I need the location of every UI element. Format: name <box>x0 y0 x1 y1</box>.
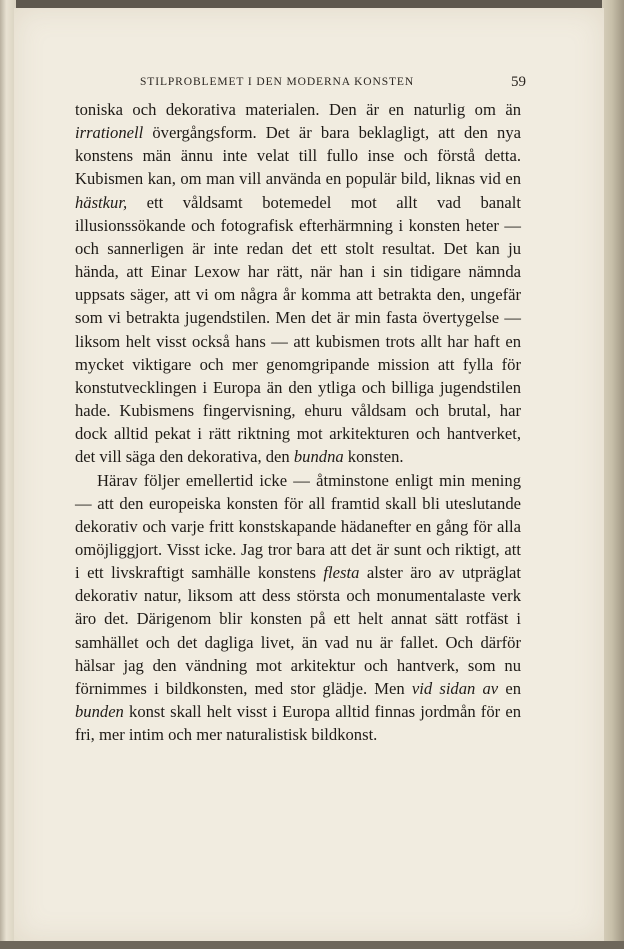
top-scan-edge <box>0 0 624 8</box>
paragraph-1 <box>75 98 521 469</box>
italic-text-segment: bunden <box>75 702 124 722</box>
text-segment: Härav följer emellertid icke — åtminstone enligt min mening — att den europeiska konsten för all framtid skall bli uteslutande dekorativ och varje fritt konstskapande hädanefter en gång för alla omöjliggjort. Visst icke. Jag tror bara att det är sunt och riktigt, att i ett livskraftigt samhälle konstens <box>75 470 521 583</box>
text-segment: konsten. <box>343 447 404 467</box>
text-segment: ett våldsamt botemedel mot allt vad banalt illusionssökande och fotografisk efterhärmning i konsten heter — och sannerligen är inte redan det ett stolt resultat. Det kan ju hända, att Einar Lexow har rätt, när han i sin tidigare nämnda uppsats säger, att vi om några år komma att betrakta den, ungefär som vi betrakta jugendstilen. Men det är min fasta övertygelse — liksom helt visst också hans — att kubismen trots allt har haft en mycket viktigare och mer genomgripande mission att fylla för konstutvecklingen i Europa än den ytliga och billiga jugendstilen hade. Kubismens fingervisning, ehuru våldsam och brutal, har dock alltid pekat i rätt riktning mot arkitekturen och hantverket, det vill säga den dekorativa, den <box>75 192 521 467</box>
text-segment: toniska och dekorativa materialen. Den är en naturlig om än <box>75 100 521 119</box>
body-text <box>75 98 521 746</box>
bottom-scan-edge <box>0 941 624 949</box>
text-segment: en <box>498 678 521 698</box>
italic-text-segment: bundna <box>293 447 344 467</box>
text-segment: övergångsform. Det är bara beklagligt, att den nya konstens män ännu inte velat till fullo inse och förstå detta. Kubismen kan, om man vill använda en populär bild, liknas vid en <box>75 123 521 189</box>
text-segment: alster äro av utpräglat dekorativ natur, liksom att dess största och monumentalaste verk äro det. Därigenom blir konsten på ett helt annat sätt rotfäst i samhället och det dagliga livet, än vad nu är fallet. Och därför hälsar jag den vändning mot arkitektur och hantverk, som nu förnimmes i bildkonsten, med stor glädje. Men <box>75 563 522 698</box>
page-header <box>140 74 540 98</box>
paragraph-2 <box>75 469 521 747</box>
text-segment: konst skall helt visst i Europa alltid finnas jordmån för en fri, mer intim och mer naturalistisk bildkonst. <box>75 702 521 745</box>
italic-text-segment: vid sidan av <box>411 678 499 698</box>
page-number: 59 <box>511 74 526 90</box>
italic-text-segment: irrationell <box>75 123 144 143</box>
italic-text-segment: hästkur, <box>75 192 128 212</box>
italic-text-segment: flesta <box>323 563 360 583</box>
right-page-edge <box>602 0 624 949</box>
running-title: STILPROBLEMET I DEN MODERNA KONSTEN <box>140 76 415 88</box>
